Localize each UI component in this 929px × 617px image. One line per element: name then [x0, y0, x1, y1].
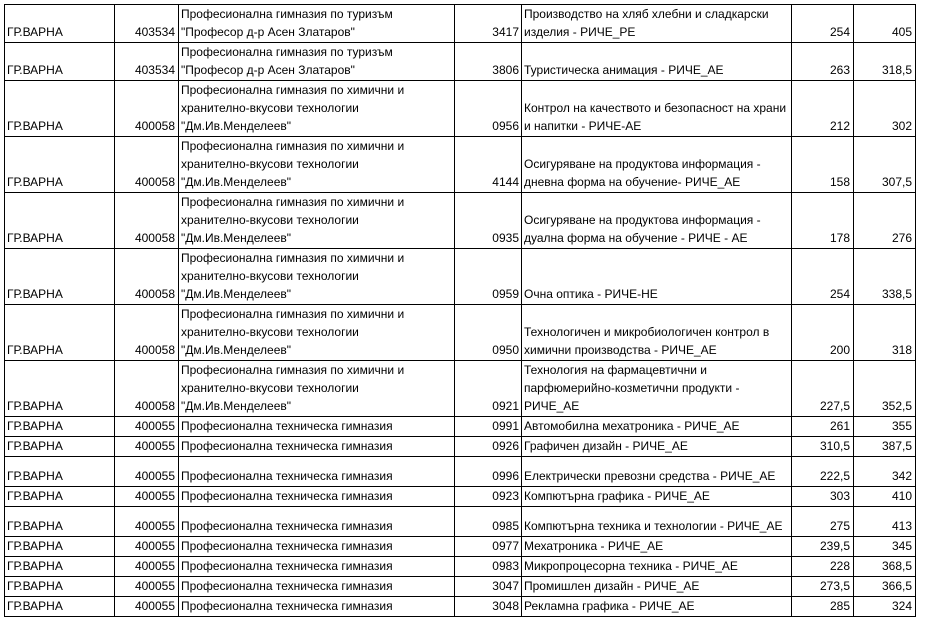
program-code-cell: 3806: [455, 43, 522, 81]
max-score-cell: 368,5: [854, 557, 916, 577]
program-code-cell: 0923: [455, 487, 522, 507]
school-id-cell: 400058: [115, 193, 179, 249]
program-name-cell: Автомобилна мехатроника - РИЧЕ_АЕ: [522, 417, 792, 437]
city-cell: ГР.ВАРНА: [5, 361, 115, 417]
min-score-cell: 158: [792, 137, 854, 193]
min-score-cell: 228: [792, 557, 854, 577]
table-row: [5, 507, 916, 537]
city-cell: ГР.ВАРНА: [5, 305, 115, 361]
program-name-cell: Компютърна графика - РИЧЕ_АЕ: [522, 487, 792, 507]
max-score-cell: 410: [854, 487, 916, 507]
school-id-cell: 400055: [115, 437, 179, 457]
program-name-cell: Графичен дизайн - РИЧЕ_АЕ: [522, 437, 792, 457]
program-name-cell: Промишлен дизайн - РИЧЕ_АЕ: [522, 577, 792, 597]
max-score-cell: 318,5: [854, 43, 916, 81]
school-name-cell: Професионална техническа гимназия: [179, 537, 455, 557]
table-row: [5, 5, 916, 43]
program-name-cell: Рекламна графика - РИЧЕ_АЕ: [522, 597, 792, 617]
city-cell: ГР.ВАРНА: [5, 5, 115, 43]
city-cell: ГР.ВАРНА: [5, 43, 115, 81]
city-cell: ГР.ВАРНА: [5, 137, 115, 193]
school-name-cell: Професионална техническа гимназия: [179, 487, 455, 507]
table-row: [5, 437, 916, 457]
min-score-cell: 227,5: [792, 361, 854, 417]
school-id-cell: 400055: [115, 597, 179, 617]
max-score-cell: 318: [854, 305, 916, 361]
city-cell: ГР.ВАРНА: [5, 577, 115, 597]
city-cell: ГР.ВАРНА: [5, 457, 115, 487]
program-code-cell: 0983: [455, 557, 522, 577]
max-score-cell: 345: [854, 537, 916, 557]
school-id-cell: 400058: [115, 361, 179, 417]
table-row: [5, 43, 916, 81]
school-id-cell: 400058: [115, 305, 179, 361]
max-score-cell: 366,5: [854, 577, 916, 597]
program-code-cell: 0921: [455, 361, 522, 417]
school-name-cell: Професионална гимназия по химични и хранително-вкусови технологии "Дм.Ив.Менделеев": [179, 305, 455, 361]
max-score-cell: 276: [854, 193, 916, 249]
table-row: [5, 487, 916, 507]
table-row: [5, 137, 916, 193]
min-score-cell: 263: [792, 43, 854, 81]
table-row: [5, 597, 916, 617]
max-score-cell: 413: [854, 507, 916, 537]
school-name-cell: Професионална гимназия по химични и хранително-вкусови технологии "Дм.Ив.Менделеев": [179, 81, 455, 137]
school-name-cell: Професионална техническа гимназия: [179, 507, 455, 537]
program-name-cell: Мехатроника - РИЧЕ_АЕ: [522, 537, 792, 557]
table-row: [5, 193, 916, 249]
min-score-cell: 239,5: [792, 537, 854, 557]
min-score-cell: 275: [792, 507, 854, 537]
school-name-cell: Професионална техническа гимназия: [179, 597, 455, 617]
school-id-cell: 400058: [115, 249, 179, 305]
city-cell: ГР.ВАРНА: [5, 81, 115, 137]
program-name-cell: Микропроцесорна техника - РИЧЕ_АЕ: [522, 557, 792, 577]
school-id-cell: 400058: [115, 81, 179, 137]
min-score-cell: 285: [792, 597, 854, 617]
city-cell: ГР.ВАРНА: [5, 557, 115, 577]
max-score-cell: 324: [854, 597, 916, 617]
program-code-cell: 0950: [455, 305, 522, 361]
school-name-cell: Професионална техническа гимназия: [179, 577, 455, 597]
school-id-cell: 400055: [115, 537, 179, 557]
table-row: [5, 457, 916, 487]
city-cell: ГР.ВАРНА: [5, 507, 115, 537]
min-score-cell: 254: [792, 5, 854, 43]
school-name-cell: Професионална гимназия по туризъм "Професор д-р Асен Златаров": [179, 5, 455, 43]
school-name-cell: Професионална гимназия по химични и хранително-вкусови технологии "Дм.Ив.Менделеев": [179, 193, 455, 249]
city-cell: ГР.ВАРНА: [5, 487, 115, 507]
max-score-cell: 302: [854, 81, 916, 137]
min-score-cell: 212: [792, 81, 854, 137]
city-cell: ГР.ВАРНА: [5, 249, 115, 305]
table-row: [5, 305, 916, 361]
table-row: [5, 417, 916, 437]
school-id-cell: 400055: [115, 487, 179, 507]
school-id-cell: 400055: [115, 417, 179, 437]
max-score-cell: 352,5: [854, 361, 916, 417]
school-id-cell: 400055: [115, 557, 179, 577]
program-name-cell: Осигуряване на продуктова информация - дневна форма на обучение- РИЧЕ_АЕ: [522, 137, 792, 193]
max-score-cell: 355: [854, 417, 916, 437]
program-name-cell: Технология на фармацевтични и парфюмерийно-козметични продукти - РИЧЕ_АЕ: [522, 361, 792, 417]
table-row: [5, 81, 916, 137]
min-score-cell: 273,5: [792, 577, 854, 597]
program-name-cell: Компютърна техника и технологии - РИЧЕ_АЕ: [522, 507, 792, 537]
city-cell: ГР.ВАРНА: [5, 437, 115, 457]
program-code-cell: 3417: [455, 5, 522, 43]
school-name-cell: Професионална техническа гимназия: [179, 417, 455, 437]
school-name-cell: Професионална гимназия по химични и хранително-вкусови технологии "Дм.Ив.Менделеев": [179, 137, 455, 193]
table-row: [5, 249, 916, 305]
program-code-cell: 0926: [455, 437, 522, 457]
school-name-cell: Професионална техническа гимназия: [179, 557, 455, 577]
program-code-cell: 0991: [455, 417, 522, 437]
min-score-cell: 254: [792, 249, 854, 305]
school-id-cell: 400058: [115, 137, 179, 193]
school-id-cell: 400055: [115, 507, 179, 537]
program-name-cell: Осигуряване на продуктова информация - дуална форма на обучение - РИЧЕ - АЕ: [522, 193, 792, 249]
program-code-cell: 0985: [455, 507, 522, 537]
table-row: [5, 361, 916, 417]
program-code-cell: 3047: [455, 577, 522, 597]
school-id-cell: 403534: [115, 43, 179, 81]
program-code-cell: 0996: [455, 457, 522, 487]
program-code-cell: 0956: [455, 81, 522, 137]
city-cell: ГР.ВАРНА: [5, 597, 115, 617]
program-code-cell: 0935: [455, 193, 522, 249]
table-row: [5, 577, 916, 597]
program-code-cell: 0959: [455, 249, 522, 305]
program-name-cell: Очна оптика - РИЧЕ-НЕ: [522, 249, 792, 305]
program-name-cell: Туристическа анимация - РИЧЕ_АЕ: [522, 43, 792, 81]
max-score-cell: 338,5: [854, 249, 916, 305]
min-score-cell: 261: [792, 417, 854, 437]
school-name-cell: Професионална гимназия по туризъм "Професор д-р Асен Златаров": [179, 43, 455, 81]
min-score-cell: 222,5: [792, 457, 854, 487]
city-cell: ГР.ВАРНА: [5, 193, 115, 249]
min-score-cell: 310,5: [792, 437, 854, 457]
school-name-cell: Професионална техническа гимназия: [179, 437, 455, 457]
city-cell: ГР.ВАРНА: [5, 417, 115, 437]
table-row: [5, 537, 916, 557]
city-cell: ГР.ВАРНА: [5, 537, 115, 557]
school-id-cell: 403534: [115, 5, 179, 43]
school-name-cell: Професионална гимназия по химични и хранително-вкусови технологии "Дм.Ив.Менделеев": [179, 249, 455, 305]
school-name-cell: Професионална техническа гимназия: [179, 457, 455, 487]
min-score-cell: 303: [792, 487, 854, 507]
school-name-cell: Професионална гимназия по химични и хранително-вкусови технологии "Дм.Ив.Менделеев": [179, 361, 455, 417]
max-score-cell: 342: [854, 457, 916, 487]
min-score-cell: 200: [792, 305, 854, 361]
program-name-cell: Електрически превозни средства - РИЧЕ_АЕ: [522, 457, 792, 487]
program-name-cell: Контрол на качеството и безопасност на храни и напитки - РИЧЕ-АЕ: [522, 81, 792, 137]
max-score-cell: 405: [854, 5, 916, 43]
school-id-cell: 400055: [115, 457, 179, 487]
program-name-cell: Технологичен и микробиологичен контрол в химични производства - РИЧЕ_АЕ: [522, 305, 792, 361]
max-score-cell: 387,5: [854, 437, 916, 457]
max-score-cell: 307,5: [854, 137, 916, 193]
min-score-cell: 178: [792, 193, 854, 249]
admissions-table: [4, 4, 916, 617]
school-id-cell: 400055: [115, 577, 179, 597]
program-code-cell: 4144: [455, 137, 522, 193]
table-row: [5, 557, 916, 577]
program-code-cell: 3048: [455, 597, 522, 617]
program-name-cell: Производство на хляб хлебни и сладкарски изделия - РИЧЕ_РЕ: [522, 5, 792, 43]
program-code-cell: 0977: [455, 537, 522, 557]
